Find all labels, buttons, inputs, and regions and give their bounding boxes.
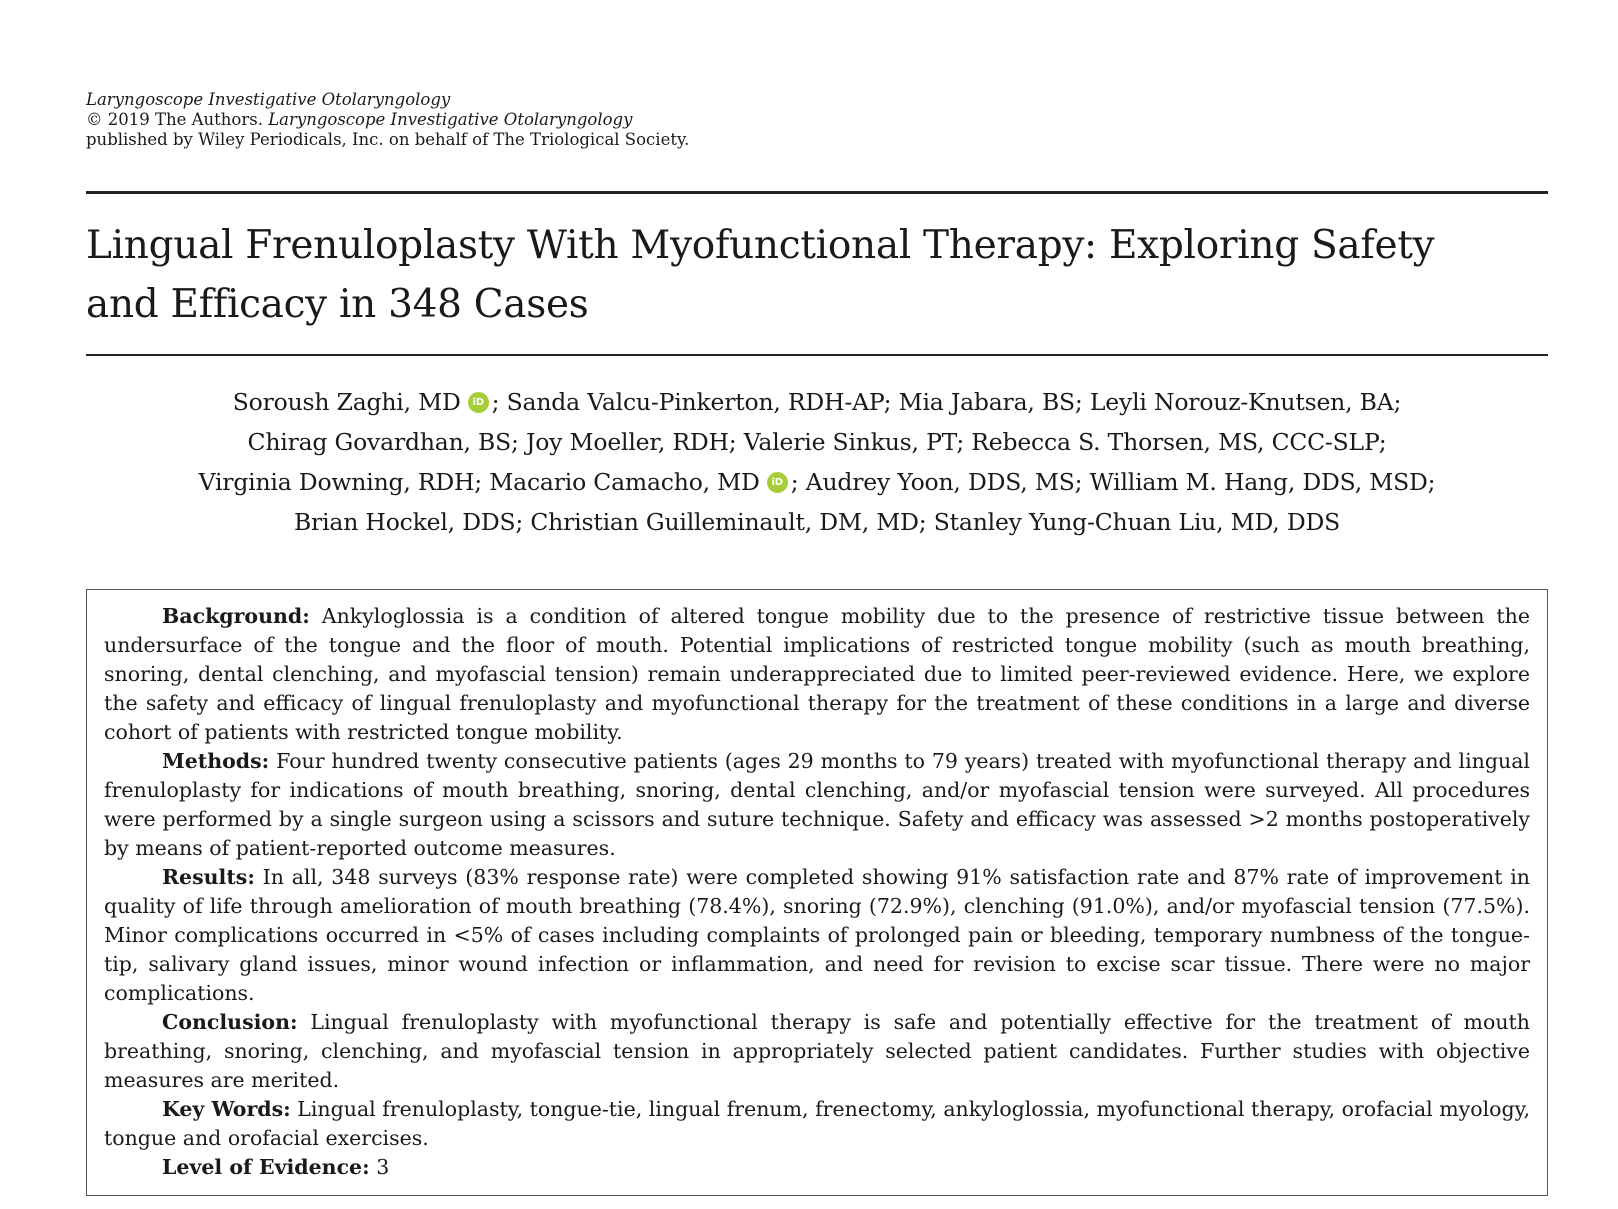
background-label: Background: <box>162 604 310 628</box>
title-line-1: Lingual Frenuloplasty With Myofunctional Therapy: Exploring Safety <box>86 223 1435 268</box>
abstract-box <box>86 589 1548 1196</box>
level-label: Level of Evidence: <box>162 1155 370 1179</box>
author-line-2: Chirag Govardhan, BS; Joy Moeller, RDH; Valerie Sinkus, PT; Rebecca S. Thorsen, MS, CCC-SLP; <box>247 428 1387 456</box>
journal-copyright <box>86 110 689 130</box>
conclusion-label: Conclusion: <box>162 1010 298 1034</box>
abstract-methods <box>104 747 1530 863</box>
results-label: Results: <box>162 865 255 889</box>
journal-name: Laryngoscope Investigative Otolaryngology <box>86 90 451 109</box>
author-zaghi: Soroush Zaghi, MD <box>232 388 461 416</box>
abstract-background <box>104 602 1530 747</box>
author-list <box>86 382 1548 542</box>
journal-publisher: published by Wiley Periodicals, Inc. on behalf of The Triological Society. <box>86 130 690 149</box>
copyright-prefix: © 2019 The Authors. <box>86 110 263 129</box>
author-line-1-rest: ; Sanda Valcu-Pinkerton, RDH-AP; Mia Jabara, BS; Leyli Norouz-Knutsen, BA; <box>491 388 1402 416</box>
results-text: In all, 348 surveys (83% response rate) were completed showing 91% satisfaction rate and 87% rate of improvement in quality of life through amelioration of mouth breathing (78.4%), snoring (72.9%), clenching (91.0%), and/or myofascial tension (77.5%). Minor complications occurred in <5% of cases including complaints of prolonged pain or bleeding, temporary numbness of the tongue-tip, salivary gland issues, minor wound infection or inflammation, and need for revision to excise scar tissue. There were no major complications. <box>104 865 1530 1005</box>
abstract-keywords <box>104 1095 1530 1153</box>
title-line-2: and Efficacy in 348 Cases <box>86 282 589 327</box>
paper-title <box>86 216 1556 334</box>
copyright-journal: Laryngoscope Investigative Otolaryngology <box>268 110 633 129</box>
top-rule <box>86 191 1548 194</box>
keywords-text: Lingual frenuloplasty, tongue-tie, lingual frenum, frenectomy, ankyloglossia, myofunctional therapy, orofacial myology, tongue and orofacial exercises. <box>104 1097 1530 1150</box>
abstract-level <box>104 1153 1530 1182</box>
conclusion-text: Lingual frenuloplasty with myofunctional therapy is safe and potentially effective for the treatment of mouth breathing, snoring, clenching, and myofascial tension in appropriately selected patient candidates. Further studies with objective measures are merited. <box>104 1010 1530 1092</box>
author-line-3-rest: ; Audrey Yoon, DDS, MS; William M. Hang, DDS, MSD; <box>790 468 1436 496</box>
methods-text: Four hundred twenty consecutive patients (ages 29 months to 79 years) treated with myofunctional therapy and lingual frenuloplasty for indications of mouth breathing, snoring, dental clenching, and/or myofascial tension were surveyed. All procedures were performed by a single surgeon using a scissors and suture technique. Safety and efficacy was assessed >2 months postoperatively by means of patient-reported outcome measures. <box>104 749 1530 860</box>
orcid-icon[interactable]: iD <box>767 472 788 493</box>
keywords-label: Key Words: <box>162 1097 291 1121</box>
methods-label: Methods: <box>162 749 270 773</box>
author-camacho: Virginia Downing, RDH; Macario Camacho, MD <box>198 468 760 496</box>
abstract-conclusion <box>104 1008 1530 1095</box>
author-line-3 <box>86 462 1548 502</box>
title-rule <box>86 354 1548 356</box>
level-value: 3 <box>376 1155 390 1179</box>
journal-header <box>86 90 689 150</box>
abstract-results <box>104 863 1530 1008</box>
author-line-1 <box>86 382 1548 422</box>
orcid-icon[interactable]: iD <box>468 392 489 413</box>
background-text: Ankyloglossia is a condition of altered tongue mobility due to the presence of restrictive tissue between the undersurface of the tongue and the floor of mouth. Potential implications of restricted tongue mobility (such as mouth breathing, snoring, dental clenching, and myofascial tension) remain underappreciated due to limited peer-reviewed evidence. Here, we explore the safety and efficacy of lingual frenuloplasty and myofunctional therapy for the treatment of these conditions in a large and diverse cohort of patients with restricted tongue mobility. <box>104 604 1530 744</box>
author-line-4: Brian Hockel, DDS; Christian Guilleminault, DM, MD; Stanley Yung-Chuan Liu, MD, DDS <box>293 508 1341 536</box>
